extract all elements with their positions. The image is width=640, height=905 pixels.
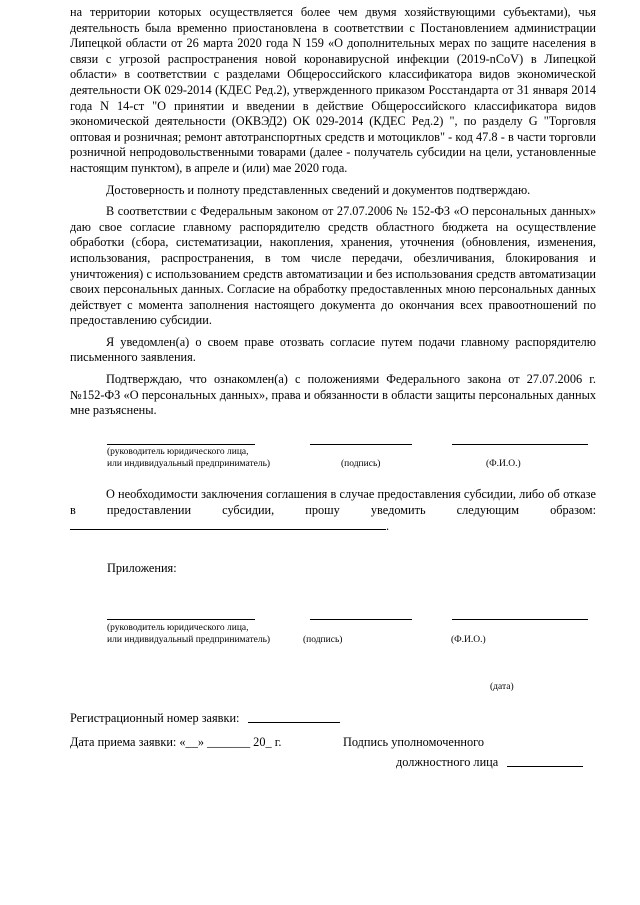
- registration-number-label: Регистрационный номер заявки:: [70, 711, 240, 725]
- official-label: должностного лица: [396, 755, 499, 769]
- caption-full-name-2: (Ф.И.О.): [451, 635, 486, 645]
- caption-head-line1: (руководитель юридического лица,: [107, 447, 249, 457]
- full-name-line-1[interactable]: [452, 444, 588, 445]
- signature-line-2[interactable]: [310, 619, 412, 620]
- caption-head-line1-2: (руководитель юридического лица,: [107, 623, 249, 633]
- acceptance-date-field[interactable]: Дата приема заявки: «__» _______ 20_ г.: [70, 735, 282, 749]
- official-signature-field[interactable]: [507, 766, 583, 767]
- attachments-label: Приложения:: [107, 561, 177, 575]
- notification-text: О необходимости заключения соглашения в случае предоставления субсидии, либо об отказе в предоставлении субсидии, прошу уведомить следующим образом:: [70, 487, 596, 517]
- notification-method-field-2[interactable]: [300, 518, 386, 530]
- authorized-signature-label: Подпись уполномоченного: [343, 735, 485, 749]
- notification-request: О необходимости заключения соглашения в случае предоставления субсидии, либо об отказе в предоставлении субсидии, прошу уведомить следующим образом:.: [70, 487, 596, 534]
- head-signature-line-2[interactable]: [107, 619, 255, 620]
- paragraph-reliability-confirmation: Достоверность и полноту представленных сведений и документов подтверждаю.: [106, 182, 531, 197]
- caption-head-line2-2: или индивидуальный предприниматель): [107, 635, 271, 645]
- paragraph-personal-data-consent: В соответствии с Федеральным законом от 27.07.2006 № 152-ФЗ «О персональных данных» даю свое согласие главному распорядителю средств областного бюджета на осуществление обработки (сбора, систематизации, накопления, хранения, уточнения (обновления, изменения, использования, распространения, в том числе передачи, обезличивания, блокирования и уничтожения) с использованием средств автоматизации и без использования средств автоматизации своих персональных данных. Согласие на обработку предоставленных мною персональных данных действует с момента заполнения настоящего документа до окончания всех правоотношений по предоставлению субсидии.: [70, 204, 596, 328]
- head-signature-line-1[interactable]: [107, 444, 255, 445]
- caption-date: (дата): [490, 682, 514, 692]
- notification-method-field[interactable]: [70, 518, 300, 530]
- paragraph-law-acknowledgement: Подтверждаю, что ознакомлен(а) с положениями Федерального закона от 27.07.2006 г. №152-ФЗ «О персональных данных», права и обязанности в области защиты персональных данных мне разъяснены.: [70, 372, 596, 418]
- signature-line-1[interactable]: [310, 444, 412, 445]
- consent-text-block: [70, 5, 596, 425]
- caption-signature-2: (подпись): [303, 635, 343, 645]
- caption-signature-1: (подпись): [341, 459, 381, 469]
- caption-full-name-1: (Ф.И.О.): [486, 459, 521, 469]
- paragraph-right-to-withdraw: Я уведомлен(а) о своем праве отозвать согласие путем подачи главному распорядителю письменного заявления.: [70, 334, 596, 365]
- registration-number-field[interactable]: [248, 722, 340, 723]
- caption-head-line2: или индивидуальный предприниматель): [107, 459, 271, 469]
- paragraph-okved-description: на территории которых осуществляется более чем двумя хозяйствующими субъектами), чья деятельность была временно приостановлена в соответствии с Постановлением администрации Липецкой области от 26 марта 2020 года N 159 «О дополнительных мерах по защите населения в связи с угрозой распространения новой коронавирусной инфекции (2019-nCoV) в Липецкой области» в соответствии с разделами Общероссийского классификатора видов экономической деятельности ОК 029-2014 (КДЕС Ред.2), утвержденного приказом Росстандарта от 31 января 2014 года N 14-ст "О принятии и введении в действие Общероссийского классификатора видов экономической деятельности (ОКВЭД2) ОК 029-2014 (КДЕС Ред.2) ", по разделу G "Торговля оптовая и розничная; ремонт автотранспортных средств и мотоциклов" - код 47.8 - в части торговли розничной непродовольственными товарами (далее - получатель субсидии на цели, установленные настоящим пунктом), в апреле и (или) мае 2020 года.: [70, 5, 596, 175]
- full-name-line-2[interactable]: [452, 619, 588, 620]
